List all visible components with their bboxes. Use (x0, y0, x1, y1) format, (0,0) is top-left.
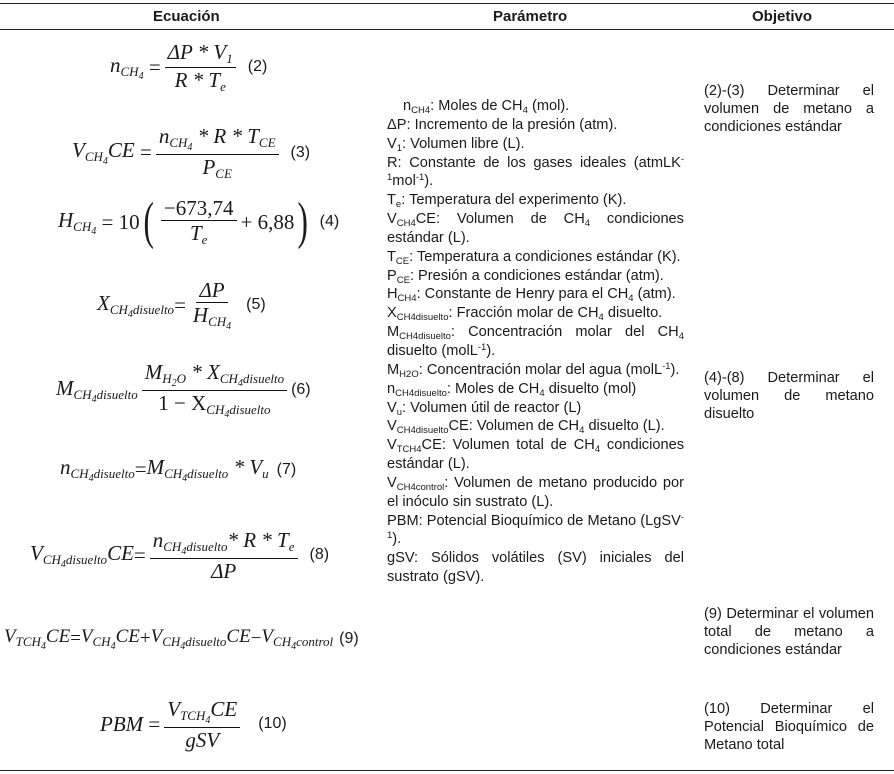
parameter-item: $V_1$: Volumen libre (L). (387, 135, 525, 154)
objective-4-8: (4)-(8) Determinar el volumen de metano disuelto (704, 370, 874, 423)
parameter-item: gSV: Sólidos volátiles (SV) iniciales del sustrato (gSV). (387, 550, 684, 586)
parameter-item: $n_{CH4}$: Moles de $CH_4$ (mol). (403, 98, 570, 116)
objective-2-3: (2)-(3) Determinar el volumen de metano a condiciones estándar (704, 83, 874, 136)
parameter-item: $T_{CE}$: Temperatura a condiciones estándar (K). (387, 248, 681, 267)
equation-6: $M_{CH_4disuelto}$ $\frac{M_{H_2O} * X_{CH_4disuelto}}{1 - X_{CH_4disuelto}}$ (6) (56, 360, 311, 420)
parameter-item: $M_{H2O}$: Concentración molar del agua (molL$^{-1}$). (387, 360, 680, 380)
equation-10: PBM = $\frac{V_{TCH_4}CE}{\text{gSV}}$ (10) (100, 697, 287, 752)
header-parameter: Parámetro (493, 8, 568, 25)
parameter-item: PBM: Potencial Bioquímico de Metano (LgSV$^{-1}$). (387, 511, 684, 548)
parameter-item: $P_{CE}$: Presión a condiciones estándar (atm). (387, 267, 664, 286)
top-rule (0, 3, 894, 4)
parameter-item: $n_{CH4disuelto}$: Moles de $CH_4$ disuelto (mol) (387, 380, 637, 399)
parameter-item: $T_e$: Temperatura del experimento (K). (387, 192, 627, 211)
parameter-list (387, 97, 684, 587)
parameter-item: $X_{CH4disuelto}$: Fracción molar de $CH_4$ disuelto. (387, 305, 663, 324)
parameter-item: $H_{CH4}$: Constante de Henry para el $CH_4$ (atm). (387, 286, 676, 305)
parameter-item: $V_{CH4control}$: Volumen de metano producido por el inóculo sin sustrato (L). (387, 474, 684, 510)
parameter-item: $V_{CH4disuelto}CE$: Volumen de $CH_4$ disuelto (L). (387, 418, 665, 437)
header-objective: Objetivo (752, 8, 813, 25)
header-rule (0, 29, 894, 30)
equation-5: $X_{CH_4disuelto}$ = $\frac{\Delta P}{H_{CH_4}}$ (5) (97, 278, 266, 333)
parameter-item: R: Constante de los gases ideales (atmLK$^{-1}$mol$^{-1}$). (387, 153, 684, 190)
equation-4: $H_{CH_4}$ = 10 ( $\frac{-673,74}{T_e}$ + 6,88 ) (4) (58, 193, 340, 251)
bottom-rule (0, 770, 894, 771)
parameter-item: ΔP: Incremento de la presión (atm). (387, 116, 618, 133)
header-equation: Ecuación (153, 8, 220, 25)
objective-10: (10) Determinar el Potencial Bioquímico de Metano total (704, 701, 874, 754)
parameter-item: $V_{CH4}CE$: Volumen de $CH_4$ condiciones estándar (L). (387, 211, 684, 246)
equation-3: $V_{CH_4}CE$ = $\frac{n_{CH_4} * R * T_{CE}}{P_{CE}}$ (3) (72, 124, 311, 181)
equation-9: $V_{TCH_4}CE$ = $V_{CH_4}CE$ + $V_{CH_4disuelto}CE$ − $V_{CH_4control}$ (9) (4, 626, 359, 652)
parameter-item: $V_u$: Volumen útil de reactor (L) (387, 399, 582, 418)
equation-7: $n_{CH_4disuelto}$ = $M_{CH_4disuelto} * V_u$ (7) (60, 455, 297, 484)
equation-8: $V_{CH_4disuelto}CE$ = $\frac{n_{CH_4disuelto}* R * T_e}{\Delta P}$ (8) (30, 528, 330, 583)
equation-2: $n_{CH_4}$ = $\frac{\Delta P * V_1}{R * T_e}$ (2) (110, 40, 268, 94)
parameter-item: $M_{CH4disuelto}$: Concentración molar del $CH_4$ disuelto (molL$^{-1}$). (387, 324, 684, 359)
parameter-item: $V_{TCH4}CE$: Volumen total de $CH_4$ condiciones estándar (L). (387, 437, 684, 473)
objective-9: (9) Determinar el volumen total de metano a condiciones estándar (704, 606, 874, 659)
